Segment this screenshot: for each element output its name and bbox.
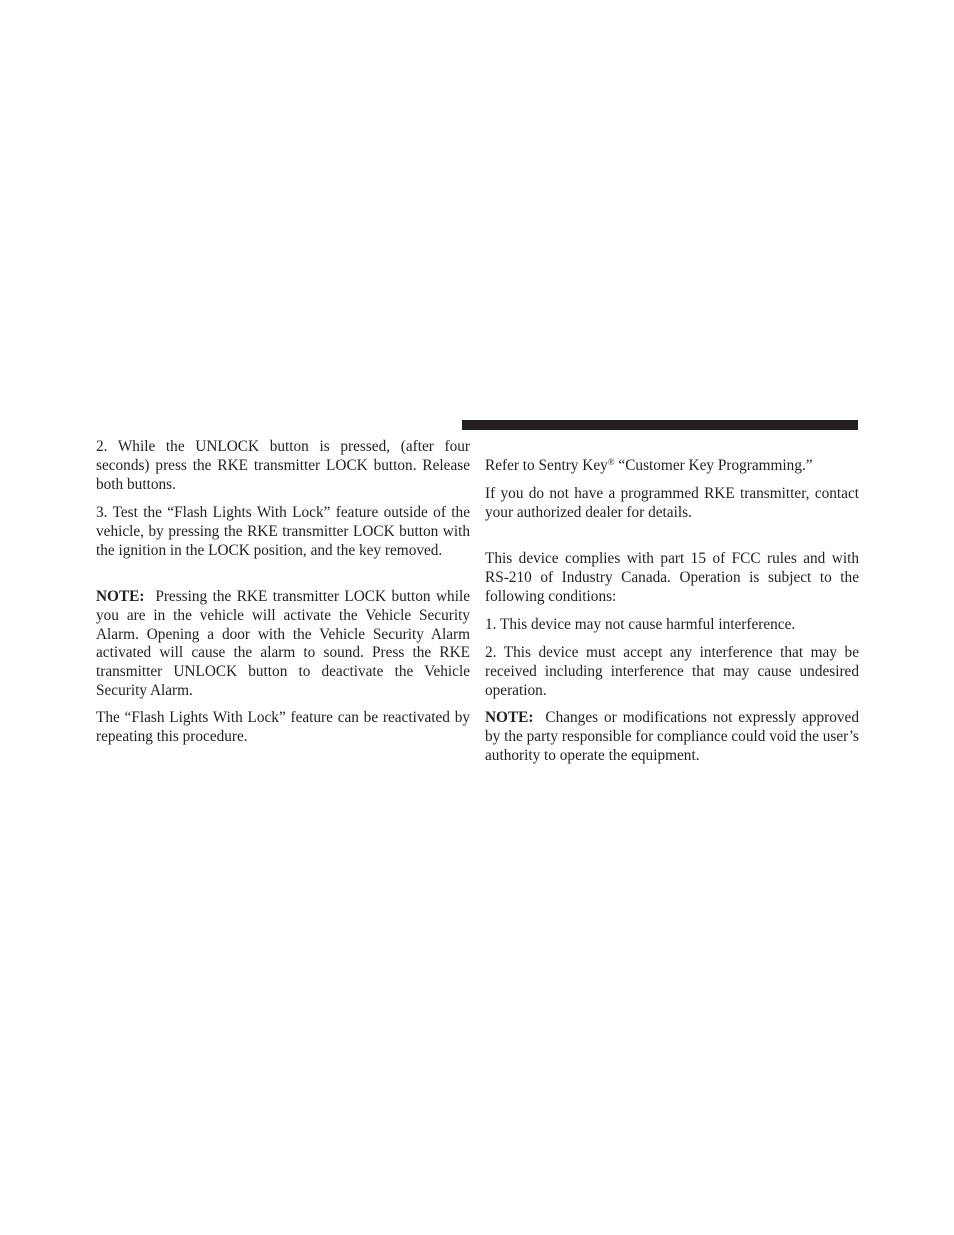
condition-2-paragraph: 2. This device must accept any interference that may be received including interference that may cause undesired operation. — [485, 644, 859, 699]
refer-prefix: Refer to Sentry Key — [485, 457, 608, 474]
note-label: NOTE: — [96, 588, 145, 605]
note-paragraph-right — [485, 709, 859, 765]
reactivate-paragraph: The “Flash Lights With Lock” feature can be reactivated by repeating this procedure. — [96, 709, 470, 745]
step-2-paragraph: 2. While the UNLOCK button is pressed, (after four seconds) press the RKE transmitter LOCK button. Release both buttons. — [96, 438, 470, 493]
condition-1-paragraph: 1. This device may not cause harmful interference. — [485, 616, 796, 633]
step-3-paragraph: 3. Test the “Flash Lights With Lock” feature outside of the vehicle, by pressing the RKE transmitter LOCK button with the ignition in the LOCK position, and the key removed. — [96, 504, 470, 559]
note-text-right: Changes or modifications not expressly approved by the party responsible for compliance could void the user’s authority to operate the equipment. — [485, 709, 859, 764]
refer-paragraph — [485, 457, 859, 476]
note-label-right: NOTE: — [485, 709, 534, 726]
note-paragraph — [96, 588, 470, 701]
no-transmitter-paragraph: If you do not have a programmed RKE transmitter, contact your authorized dealer for details. — [485, 485, 859, 521]
note-text: Pressing the RKE transmitter LOCK button while you are in the vehicle will activate the Vehicle Security Alarm. Opening a door with the Vehicle Security Alarm activated will cause the alarm to sound. Press the RKE transmitter UNLOCK button to deactivate the Vehicle Security Alarm. — [96, 588, 470, 699]
section-header-bar — [462, 420, 858, 430]
registered-mark: ® — [607, 457, 615, 467]
refer-suffix: “Customer Key Programming.” — [614, 457, 813, 474]
fcc-intro-paragraph: This device complies with part 15 of FCC rules and with RS-210 of Industry Canada. Operation is subject to the following conditions: — [485, 550, 859, 605]
